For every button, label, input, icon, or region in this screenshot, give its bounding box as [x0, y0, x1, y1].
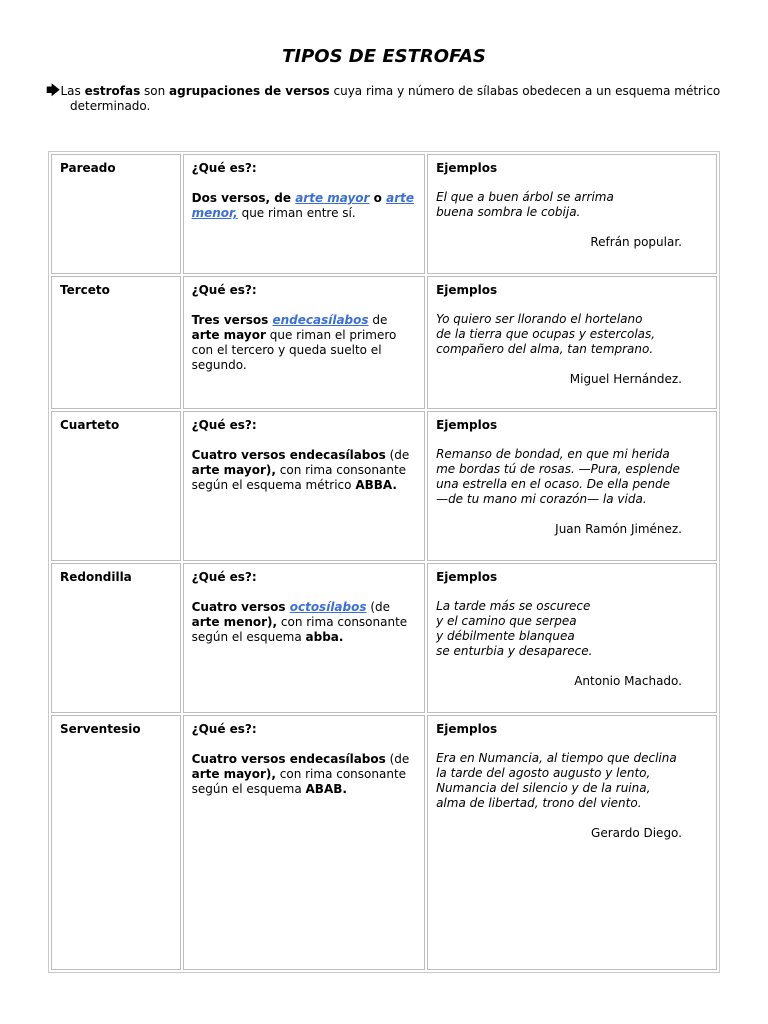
examples-label: Ejemplos: [436, 570, 498, 584]
intro-text-1: Las: [60, 84, 85, 98]
definition-part: Dos versos, de: [191, 191, 296, 205]
page-title: TIPOS DE ESTROFAS: [282, 46, 486, 67]
definition-part: Cuatro versos endecasílabos: [191, 752, 386, 766]
arrow-right-icon: 🡆: [46, 83, 61, 99]
poem-line: me bordas tú de rosas. —Pura, esplende: [436, 462, 680, 476]
intro-bold-agrupaciones: agrupaciones de versos: [169, 84, 330, 98]
poem-line: buena sombra le cobija.: [436, 205, 581, 219]
examples-cell: [427, 276, 717, 409]
strophe-name: Redondilla: [51, 563, 181, 713]
definition-part: (de: [366, 600, 390, 614]
definition-part: arte mayor),: [191, 767, 276, 781]
poem: [436, 312, 710, 357]
strophe-name: Cuarteto: [51, 411, 181, 561]
definition-part: (de: [385, 448, 410, 462]
definition-text: [192, 752, 418, 797]
poem-line: El que a buen árbol se arrima: [436, 190, 614, 204]
definition-part: arte menor),: [191, 615, 278, 629]
strophe-name: Terceto: [51, 276, 181, 409]
table-row: [51, 411, 717, 561]
definition-part: Cuatro versos: [191, 600, 290, 614]
definition-part: con rima consonante según el esquema: [191, 615, 408, 644]
poem-line: La tarde más se oscurece: [436, 599, 591, 613]
question-label: ¿Qué es?:: [191, 283, 257, 297]
poem: [436, 751, 710, 811]
definition-part: Tres versos: [191, 313, 273, 327]
strophe-name: Serventesio: [51, 715, 181, 970]
question-label: ¿Qué es?:: [191, 722, 257, 736]
table-row: [51, 563, 717, 713]
poem-line: alma de libertad, trono del viento.: [436, 796, 642, 810]
poem-line: Remanso de bondad, en que mi herida: [436, 447, 670, 461]
question-label: ¿Qué es?:: [191, 161, 257, 175]
arte-mayor-link[interactable]: arte mayor: [295, 191, 370, 205]
definition-cell: [183, 411, 425, 561]
poem-line: —de tu mano mi corazón— la vida.: [436, 492, 647, 506]
definition-part: con rima consonante según el esquema métrico: [191, 463, 407, 492]
definition-text: [192, 600, 418, 645]
poem-line: Era en Numancia, al tiempo que declina: [436, 751, 677, 765]
definition-cell: [183, 715, 425, 970]
definition-part: de: [368, 313, 388, 327]
examples-cell: [427, 154, 717, 274]
definition-part: arte mayor: [191, 328, 266, 342]
examples-label: Ejemplos: [436, 722, 498, 736]
definition-cell: [183, 154, 425, 274]
intro-text-2: son: [140, 84, 170, 98]
definition-cell: [183, 276, 425, 409]
examples-label: Ejemplos: [436, 161, 498, 175]
question-label: ¿Qué es?:: [191, 570, 257, 584]
poem-line: y débilmente blanquea: [436, 629, 575, 643]
question-label: ¿Qué es?:: [191, 418, 257, 432]
poem-line: Numancia del silencio y de la ruina,: [436, 781, 651, 795]
strophe-name: Pareado: [51, 154, 181, 274]
table-row: [51, 154, 717, 274]
intro-paragraph: [46, 84, 726, 114]
definition-part: arte mayor),: [191, 463, 276, 477]
definition-part: con rima consonante según el esquema: [191, 767, 407, 796]
poem: [436, 447, 710, 507]
endecasilabos-link[interactable]: endecasílabos: [272, 313, 369, 327]
definition-part: que riman entre sí.: [237, 206, 356, 220]
definition-part: Cuatro versos endecasílabos: [191, 448, 386, 462]
poem-line: Yo quiero ser llorando el hortelano: [436, 312, 643, 326]
definition-part: que riman el primero con el tercero y queda suelto el segundo.: [191, 328, 397, 372]
examples-label: Ejemplos: [436, 418, 498, 432]
octosilabos-link[interactable]: octosílabos: [289, 600, 367, 614]
poem-line: de la tierra que ocupas y estercolas,: [436, 327, 656, 341]
rhyme-scheme: ABBA.: [355, 478, 397, 492]
examples-cell: [427, 411, 717, 561]
poem-author: Juan Ramón Jiménez.: [555, 522, 682, 536]
poem-line: la tarde del agosto augusto y lento,: [436, 766, 651, 780]
poem-line: compañero del alma, tan temprano.: [436, 342, 654, 356]
poem-author: Miguel Hernández.: [569, 372, 682, 386]
poem-author: Refrán popular.: [590, 235, 682, 249]
poem-line: y el camino que serpea: [436, 614, 577, 628]
table-row: [51, 715, 717, 970]
poem: [436, 599, 710, 659]
intro-text-3: cuya rima y número de sílabas obedecen a un esquema métrico: [329, 84, 721, 98]
examples-label: Ejemplos: [436, 283, 498, 297]
intro-text-4: determinado.: [70, 99, 151, 113]
table-row: [51, 276, 717, 409]
arte-menor-link[interactable]: arte menor,: [191, 191, 414, 220]
examples-cell: [427, 563, 717, 713]
poem-author: Gerardo Diego.: [591, 826, 682, 840]
definition-part: (de: [385, 752, 410, 766]
definition-text: [192, 313, 418, 373]
examples-cell: [427, 715, 717, 970]
intro-bold-estrofas: estrofas: [84, 84, 141, 98]
rhyme-scheme: abba.: [305, 630, 344, 644]
rhyme-scheme: ABAB.: [305, 782, 347, 796]
poem-line: se enturbia y desaparece.: [436, 644, 593, 658]
poem-author: Antonio Machado.: [574, 674, 682, 688]
definition-text: [192, 448, 418, 493]
definition-cell: [183, 563, 425, 713]
strophes-table: [48, 151, 720, 973]
definition-part: o: [369, 191, 387, 205]
poem: [436, 190, 710, 220]
poem-line: una estrella en el ocaso. De ella pende: [436, 477, 671, 491]
definition-text: [192, 191, 418, 221]
